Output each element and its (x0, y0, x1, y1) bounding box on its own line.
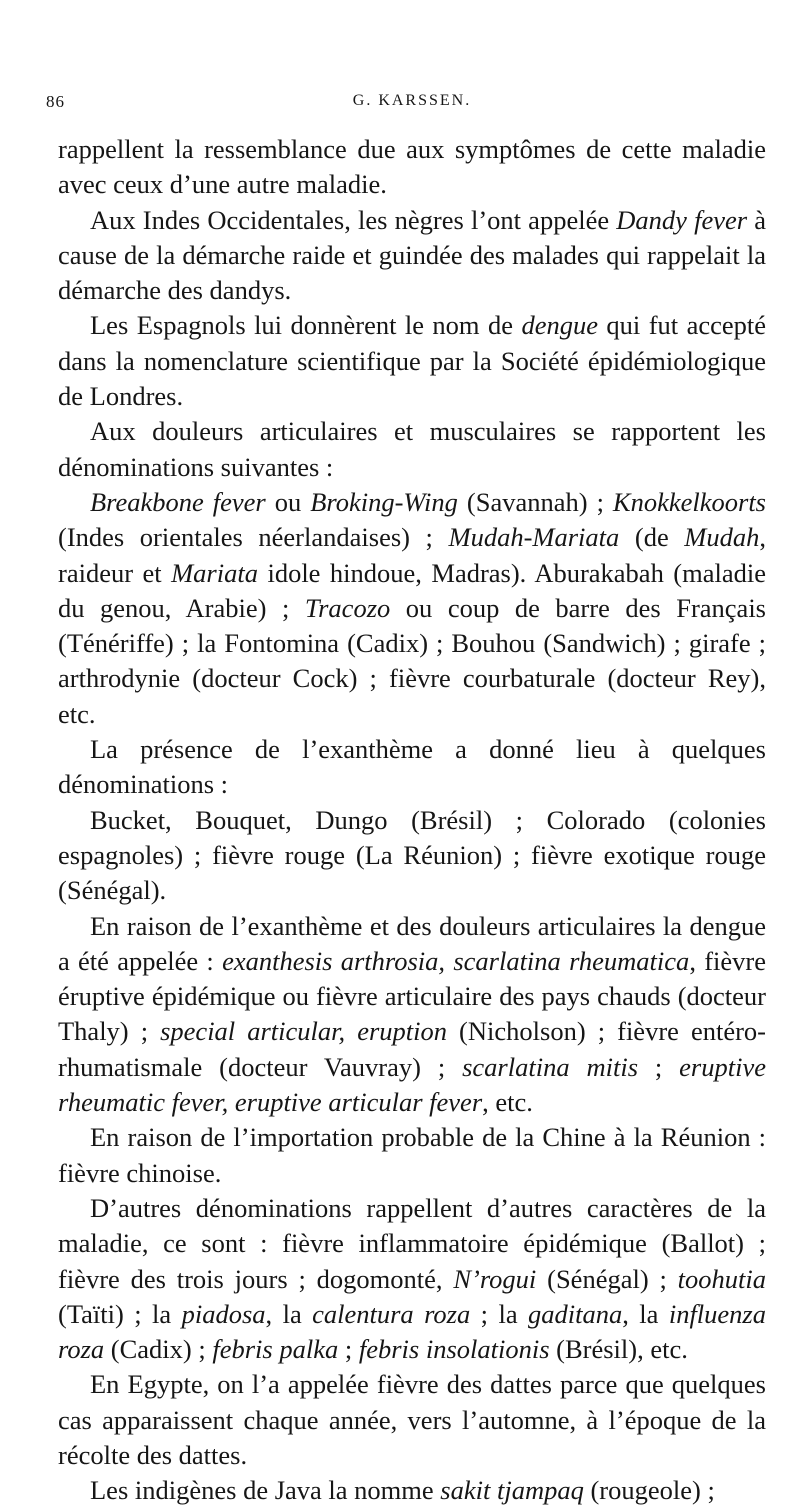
text-run: Les Espagnols lui donnèrent le nom de (90, 310, 522, 341)
text-run: idole hindoue, Madras). Aburakabah (maladie du genou, Arabie) ; (58, 557, 766, 623)
paragraph (58, 909, 766, 1121)
text-run: (Brésil), etc. (549, 1334, 688, 1365)
italic-text-run: febris palka (212, 1334, 339, 1365)
italic-text-run: dengue (521, 310, 598, 341)
text-run: (Sénégal) ; (536, 1263, 678, 1294)
italic-text-run: Tracozo (304, 592, 391, 623)
text-run: Aux Indes Occidentales, les nègres l’ont appelée (90, 204, 617, 235)
italic-text-run: eruptive rheumatic fever, eruptive articular fever (58, 1051, 766, 1118)
italic-text-run: N’rogui (453, 1263, 537, 1294)
text-run: qui fut accepté dans la nomenclature scientifique par la Société épidémiologique de Londres. (58, 310, 766, 412)
italic-text-run: gaditana (528, 1298, 623, 1329)
text-run: (rougeole) ; (583, 1475, 715, 1506)
text-run: ; (638, 1051, 680, 1082)
paragraph (58, 485, 766, 732)
italic-text-run: Mudah (684, 522, 760, 553)
text-run: Les indigènes de Java la nomme (90, 1475, 441, 1506)
text-run: (Taïti) ; la (58, 1298, 182, 1329)
text-run: En raison de l’importation probable de la Chine à la Réunion : fièvre chinoise. (58, 1122, 766, 1188)
document-page (46, 92, 767, 1509)
page-number: 86 (46, 92, 65, 111)
text-run: En raison de l’exanthème et des douleurs articulaires la dengue a été appelée : (58, 910, 766, 976)
text-run: , fièvre éruptive épidémique ou fièvre articulaire des pays chauds (docteur Thaly) ; (58, 945, 767, 1047)
italic-text-run: Mariata (171, 557, 258, 588)
paragraph (58, 203, 766, 309)
text-run: ou coup de barre des Français (Ténériffe) ; la Fontomina (Cadix) ; Bouhou (Sandwich) ; girafe ; arthrodynie (docteur Cock) ; fièvre courbaturale (docteur Rey), etc. (58, 592, 766, 729)
italic-text-run: special articular, eruption (160, 1016, 447, 1047)
text-run: rappellent la ressemblance due aux symptômes de cette maladie avec ceux d’une autre maladie. (58, 134, 766, 200)
text-run: (Savannah) ; (457, 486, 613, 517)
italic-text-run: influenza roza (58, 1298, 766, 1365)
text-run: (Cadix) ; (104, 1334, 213, 1365)
italic-text-run: Dandy fever (616, 204, 748, 235)
text-run: (Nicholson) ; fièvre entéro-rhumatismale (docteur Vauvray) ; (58, 1016, 766, 1082)
text-run: Bucket, Bouquet, Dungo (Brésil) ; Colorado (colonies espagnoles) ; fièvre rouge (La Réunion) ; fièvre exotique rouge (Sénégal). (58, 804, 766, 906)
text-run: ou (265, 486, 311, 517)
running-title: G. KARSSEN. (352, 92, 472, 109)
italic-text-run: exanthesis arthrosia, scarlatina rheumatica (222, 945, 690, 976)
text-run: (de (619, 522, 685, 553)
paragraph (58, 414, 766, 485)
text-run: ; (338, 1334, 359, 1365)
italic-text-run: Breakbone fever (90, 486, 266, 517)
paragraph (58, 1367, 766, 1473)
text-run: D’autres dénominations rappellent d’autres caractères de la maladie, ce sont : fièvre inflammatoire épidémique (Ballot) ; fièvre des trois jours ; dogomonté, (58, 1192, 766, 1294)
paragraph (58, 1120, 766, 1191)
italic-text-run: Knokkelkoorts (612, 486, 766, 517)
italic-text-run: Broking-Wing (310, 486, 458, 517)
text-run: à cause de la démarche raide et guindée des malades qui rappelait la démarche des dandys. (58, 204, 766, 306)
text-run: En Egypte, on l’a appelée fièvre des dattes parce que quelques cas apparaissent chaque année, vers l’automne, à l’époque de la récolte des dattes. (58, 1369, 766, 1470)
text-run: , etc. (482, 1087, 533, 1118)
text-run: La présence de l’exanthème a donné lieu à quelques dénominations : (58, 734, 766, 800)
italic-text-run: febris insolationis (358, 1334, 550, 1365)
text-run: ; la (470, 1298, 528, 1329)
paragraph (58, 732, 766, 803)
italic-text-run: sakit tjampaq (440, 1475, 584, 1506)
body-text (58, 132, 766, 1509)
italic-text-run: Mudah-Mariata (448, 522, 620, 553)
italic-text-run: scarlatina mitis (462, 1051, 639, 1082)
text-run: , la (622, 1298, 669, 1329)
paragraph (58, 803, 766, 909)
running-header (46, 92, 766, 132)
paragraph (58, 1473, 766, 1508)
paragraph (58, 132, 766, 203)
paragraph (58, 308, 766, 414)
text-run: (Indes orientales néerlandaises) ; (58, 522, 449, 553)
text-run: Aux douleurs articulaires et musculaires se rapportent les dénominations suivantes : (58, 416, 766, 482)
text-run: , la (265, 1298, 313, 1329)
text-run: , raideur et (58, 522, 766, 588)
italic-text-run: piadosa (181, 1298, 266, 1329)
italic-text-run: calentura roza (312, 1298, 471, 1329)
paragraph (58, 1191, 766, 1367)
italic-text-run: toohutia (677, 1263, 766, 1294)
